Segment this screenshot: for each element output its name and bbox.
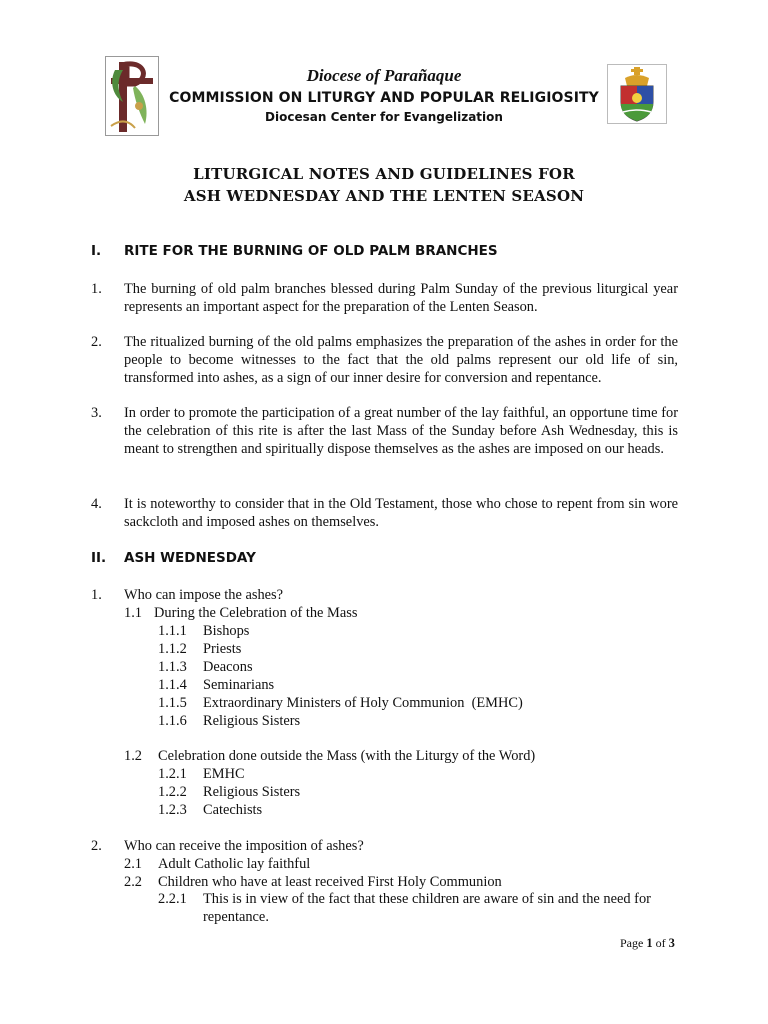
paragraph-number: 4.: [91, 496, 102, 512]
paragraph: [91, 404, 678, 458]
page-label: Page: [620, 936, 644, 950]
document-title-line-1: LITURGICAL NOTES AND GUIDELINES FOR: [193, 165, 575, 183]
item-text: Who can impose the ashes?: [124, 587, 284, 603]
item-number: 1.1.6: [158, 713, 187, 729]
section-title: ASH WEDNESDAY: [124, 550, 256, 566]
item-number: 1.2.1: [158, 766, 187, 782]
item-number: 1.: [91, 587, 102, 603]
item-text: Seminarians: [203, 677, 275, 693]
item-number: 1.2.3: [158, 802, 187, 818]
item-number: 1.1.4: [158, 677, 187, 693]
item-text: This is in view of the fact that these children are aware of sin and the need for repentance.: [203, 891, 651, 925]
item-text: Celebration done outside the Mass (with the Liturgy of the Word): [158, 748, 536, 764]
center-name: Diocesan Center for Evangelization: [265, 110, 503, 124]
item-number: 1.1: [124, 605, 142, 621]
item-text: EMHC: [203, 766, 245, 782]
document-title-line-2: ASH WEDNESDAY AND THE LENTEN SEASON: [183, 187, 585, 205]
item-text: Religious Sisters: [203, 713, 301, 729]
paragraph-number: 1.: [91, 281, 102, 297]
of-label: of: [655, 936, 666, 950]
current-page: 1: [646, 936, 653, 950]
page-number: [620, 936, 675, 951]
paragraph: [91, 495, 678, 531]
item-number: 2.2: [124, 874, 142, 890]
section-number: I.: [91, 243, 102, 259]
item-text: Children who have at least received First Holy Communion: [158, 874, 502, 890]
diocese-name: Diocese of Parañaque: [306, 66, 462, 85]
item-number: 1.1.1: [158, 623, 187, 639]
item-text: During the Celebration of the Mass: [154, 605, 358, 621]
paragraph-number: 2.: [91, 334, 102, 350]
paragraph-text: The burning of old palm branches blessed during Palm Sunday of the previous liturgical year represents an important aspect for the preparation of the Lenten Season.: [124, 281, 678, 315]
paragraph-text: The ritualized burning of the old palms emphasizes the preparation of the ashes in order for the people to become witnesses to the fact that the old palms represent our old life of sin, transformed into ashes, as a sign of our inner desire for conversion and repentance.: [124, 334, 678, 386]
item-number: 2.1: [124, 856, 142, 872]
section-title: RITE FOR THE BURNING OF OLD PALM BRANCHES: [124, 243, 498, 259]
item-text: Extraordinary Ministers of Holy Communion (EMHC): [203, 695, 523, 711]
paragraph: [91, 280, 678, 316]
total-pages: 3: [668, 936, 675, 950]
item-number: 1.1.3: [158, 659, 187, 675]
item-number: 1.1.2: [158, 641, 187, 657]
item-text: Who can receive the imposition of ashes?: [124, 838, 364, 854]
item-number: 1.1.5: [158, 695, 187, 711]
item-text: Adult Catholic lay faithful: [158, 856, 311, 872]
section-number: II.: [91, 550, 107, 566]
item-text: Religious Sisters: [203, 784, 301, 800]
item-number: 1.2: [124, 748, 142, 764]
paragraph: [91, 333, 678, 387]
item-text: Priests: [203, 641, 242, 657]
list-item: [158, 890, 678, 926]
item-number: 1.2.2: [158, 784, 187, 800]
paragraph-number: 3.: [91, 405, 102, 421]
item-number: 2.2.1: [158, 891, 187, 907]
item-text: Catechists: [203, 802, 263, 818]
item-text: Bishops: [203, 623, 250, 639]
paragraph-text: In order to promote the participation of a great number of the lay faithful, an opportune time for the celebration of this rite is after the last Mass of the Sunday before Ash Wednesday, this is meant to strengthen and spiritually dispose themselves as the ashes are imposed on our heads.: [124, 405, 678, 457]
item-text: Deacons: [203, 659, 253, 675]
paragraph-text: It is noteworthy to consider that in the Old Testament, those who chose to repent from sin wore sackcloth and imposed ashes on themselves.: [124, 496, 678, 530]
item-number: 2.: [91, 838, 102, 854]
commission-name: COMMISSION ON LITURGY AND POPULAR RELIGIOSITY: [169, 90, 599, 106]
